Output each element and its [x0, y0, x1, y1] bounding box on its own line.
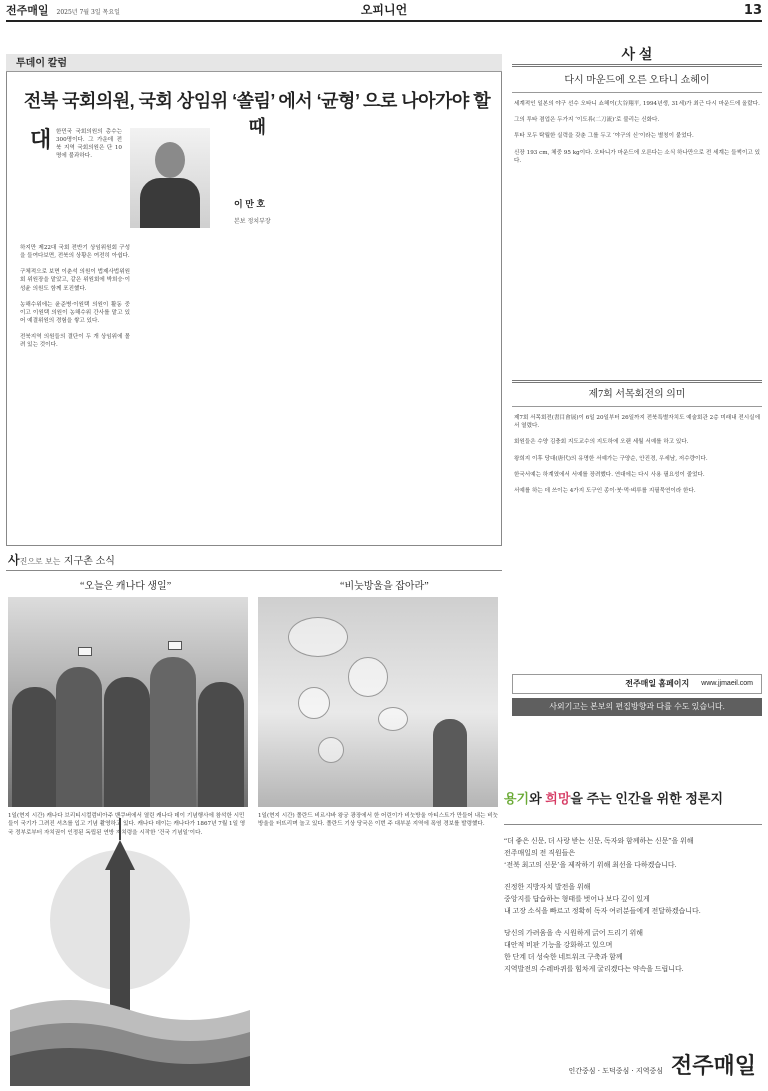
ad-line: 진정한 지방자치 발전을 위해 — [504, 883, 591, 891]
ad-line: 지역발전의 수레바퀴를 힘차게 굴리겠다는 약속을 드립니다. — [504, 965, 684, 973]
ad-line: 한 단계 더 성숙한 네트워크 구축과 함께 — [504, 953, 623, 961]
ad-line: “더 좋은 신문, 더 사랑 받는 신문, 독자와 함께하는 신문”을 위해 — [504, 837, 694, 845]
bubble-photo — [258, 597, 498, 807]
ad-line: ‘전북 최고의 신문’을 제작하기 위해 최선을 다하겠습니다. — [504, 861, 677, 869]
column-kicker: 투데이 칼럼 — [6, 54, 502, 72]
right-photo-title: “비눗방울을 잡아라” — [340, 581, 429, 592]
author-role: 본보 정치부장 — [234, 218, 271, 225]
left-photo-title: “오늘은 캐나다 생일” — [80, 581, 172, 592]
column-dropcap: 대 — [30, 127, 52, 152]
editorial-title-2: 제7회 서목회전의 의미 — [588, 389, 686, 400]
house-ad — [504, 790, 762, 1086]
editorial-rule — [512, 64, 762, 67]
photo-news-title: 사진으로 보는 지구촌 소식 — [8, 553, 115, 567]
column-text-2: 하지만 제22대 국회 전반기 상임위원회 구성을 들여다보면, 전북의 상황은 여전히 아쉽다. 구체적으로 보면 이춘석 의원이 법제사법위원회 위원장을 맡았고, 같은 위원회에 박희승·이성윤 의원도 함께 포진했다. 농해수위에는 윤준병·이원택 의원이 활동 중이고 이원택 의원이 농해수위 간사를 맡고 있어 예결위원의 경험을 쌓고 있다. 전북지역 의원들의 결단이 두 개 상임위에 몰려 있는 것이다. — [20, 245, 130, 349]
ad-line: 당신의 가려움을 속 시원하게 긁어 드리기 위해 — [504, 929, 643, 937]
homepage-link[interactable]: www.jjmaeil.com — [701, 679, 753, 687]
author-name: 이 만 호 — [234, 199, 266, 209]
homepage-box — [512, 674, 762, 694]
right-photo-caption: 1일(현지 시간) 폴란드 비르샤바 왕궁 광장에서 한 어린이가 비눗방울 아티스트가 만들어 내는 비눗방울을 터뜨리며 놀고 있다. 폴란드 기상 당국은 이번 주 대부분 지역에 폭염 경보를 발령했다. — [258, 813, 499, 828]
issue-date: 2025년 7월 3일 목요일 — [56, 9, 120, 17]
ad-footer — [568, 1050, 756, 1082]
column-headline: 전북 국회의원, 국회 상임위 ‘쏠림’ 에서 ‘균형’ 으로 나아가야 할 때 — [23, 91, 491, 138]
ad-line: 대안적 비판 기능을 강화하고 있으며 — [504, 941, 613, 949]
column-text-1: 한민국 국회의원의 총수는 300명이다. 그 가운데 전북 지역 국회의원은 단 10명에 불과하다. — [56, 129, 122, 160]
ad-line: 내 고장 소식을 빠르고 정확히 독자 여러분들에게 전달하겠습니다. — [504, 907, 701, 915]
ad-brand: 전주매일 — [670, 1053, 756, 1079]
lighthouse-illustration — [10, 810, 250, 1086]
newspaper-logo: 전주매일 — [6, 4, 49, 18]
page-number: 13 — [743, 2, 762, 18]
section-title: 오피니언 — [360, 3, 408, 18]
ad-line: 전주매일의 전 직원들은 — [504, 849, 576, 857]
editorial-text-1: 세계적인 일본의 야구 선수 오타니 쇼헤이(大谷翔平, 1994년생, 31세)가 최근 다시 마운드에 올랐다. 그의 투타 겸업은 두가지 ‘이도류(二刀流)’로 불리는 신화다. 투타 모두 탁월한 실력을 갖춘 그를 두고 ‘야구의 신’이라는 별칭이 붙었다. 신장 193 cm, 체중 95 kg이다. 오타니가 마운드에 오른다는 소식 하나만으로 전 세계는 들썩이고 있다. — [514, 101, 760, 164]
ad-line: 중앙지를 답습하는 형태를 벗어나 보다 깊이 있게 — [504, 895, 650, 903]
photo-news-rule — [6, 570, 502, 571]
ad-slogan: 용기와 희망을 주는 인간을 위한 정론지 — [504, 791, 724, 806]
canada-day-photo — [8, 597, 248, 807]
masthead — [6, 2, 762, 20]
left-photo-caption: 1일(현지 시간) 캐나다 브리티시컬럼비아주 밴쿠버에서 열린 캐나다 데이 기념행사에 참석한 시민들이 국기가 그려진 셔츠를 입고 기념 촬영하고 있다. 캐나다 데이는 캐나다가 1867년 7월 1일 영국 정부로부터 자치권이 인정된 독립된 연방 자치령을 시작한 ‘건국 기념일’이다. — [8, 813, 246, 836]
disclaimer-bar: 사외기고는 본보의 편집방향과 다를 수도 있습니다. — [512, 698, 762, 716]
editorial-text-2: 제7회 서목회전(書目會展)이 6일 20일부터 26일까지 전북특별자치도 예술회관 2층 미래내 전시실에서 열렸다. 회원들은 수양 김충회 지도교수의 지도하에 오랜 세월 서예를 하고 있다. 왕희지 이후 당대(唐代)의 유명한 서예가는 구양순, 안진경, 우세남, 저수량이다. 한국서예는 하계였에서 서예를 장려했다. 연대에는 다시 사용 필요성이 줄었다. 서예를 하는 데 쓰이는 4가지 도구인 종이·붓·먹·벼루를 지필묵연이라 한다. — [514, 415, 760, 494]
ad-tagline: 인간중심 · 도덕중심 · 지역중심 — [568, 1067, 663, 1076]
top-rule — [6, 20, 762, 22]
homepage-label: 전주매일 홈페이지 — [625, 679, 690, 689]
editorial-title-1: 다시 마운드에 오른 오타니 쇼헤이 — [564, 75, 710, 86]
author-photo — [130, 128, 210, 228]
editorial-label: 사 설 — [621, 46, 653, 62]
